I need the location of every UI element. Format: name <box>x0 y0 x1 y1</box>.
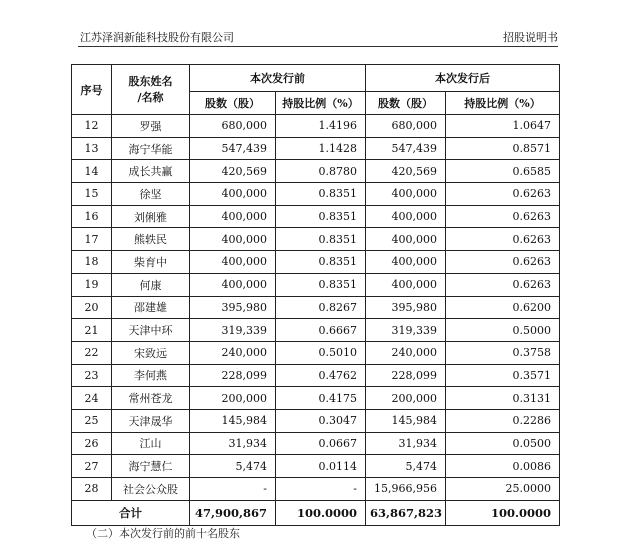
table-row <box>72 137 560 160</box>
cell-name: 李何燕 <box>112 364 190 387</box>
document-type: 招股说明书 <box>503 31 558 44</box>
cell-seq: 14 <box>72 160 112 183</box>
cell-before-ratio: 0.8351 <box>276 228 366 251</box>
cell-after-shares: 400,000 <box>366 183 446 206</box>
cell-before-shares: 145,984 <box>190 409 276 432</box>
cell-before-shares: 395,980 <box>190 296 276 319</box>
cell-after-ratio: 0.6263 <box>446 228 560 251</box>
cell-after-ratio: 0.6263 <box>446 205 560 228</box>
total-after-shares: 63,867,823 <box>366 500 446 525</box>
cell-after-shares: 228,099 <box>366 364 446 387</box>
cell-before-shares: 31,934 <box>190 432 276 455</box>
cell-name: 海宁慧仁 <box>112 455 190 478</box>
cell-seq: 23 <box>72 364 112 387</box>
cell-after-shares: 680,000 <box>366 115 446 138</box>
cell-before-ratio: 0.0667 <box>276 432 366 455</box>
shareholder-table <box>71 64 560 526</box>
cell-after-ratio: 0.6263 <box>446 183 560 206</box>
header-after-ratio: 持股比例（%） <box>446 92 560 115</box>
header-before-ratio: 持股比例（%） <box>276 92 366 115</box>
cell-seq: 26 <box>72 432 112 455</box>
cell-before-ratio: 0.5010 <box>276 341 366 364</box>
cell-after-shares: 5,474 <box>366 455 446 478</box>
header-after-shares: 股数（股） <box>366 92 446 115</box>
cell-after-shares: 319,339 <box>366 319 446 342</box>
cell-seq: 28 <box>72 478 112 501</box>
table-row <box>72 341 560 364</box>
cell-seq: 20 <box>72 296 112 319</box>
cell-before-shares: - <box>190 478 276 501</box>
cell-name: 江山 <box>112 432 190 455</box>
cell-before-shares: 400,000 <box>190 251 276 274</box>
cell-before-ratio: 0.8780 <box>276 160 366 183</box>
cell-after-ratio: 0.0500 <box>446 432 560 455</box>
cell-after-shares: 395,980 <box>366 296 446 319</box>
next-section-heading: （二）本次发行前的前十名股东 <box>86 527 240 540</box>
cell-before-shares: 319,339 <box>190 319 276 342</box>
cell-before-ratio: 0.4762 <box>276 364 366 387</box>
cell-name: 柴育中 <box>112 251 190 274</box>
page-header <box>80 31 558 45</box>
cell-before-shares: 400,000 <box>190 205 276 228</box>
table-body <box>72 115 560 501</box>
cell-before-ratio: 0.0114 <box>276 455 366 478</box>
cell-after-shares: 240,000 <box>366 341 446 364</box>
cell-after-shares: 400,000 <box>366 205 446 228</box>
cell-name: 天津晟华 <box>112 409 190 432</box>
header-after-issue: 本次发行后 <box>366 65 560 92</box>
cell-before-shares: 400,000 <box>190 273 276 296</box>
header-shareholder-name <box>112 65 190 115</box>
cell-seq: 24 <box>72 387 112 410</box>
cell-after-ratio: 0.3758 <box>446 341 560 364</box>
cell-after-shares: 547,439 <box>366 137 446 160</box>
cell-after-ratio: 0.6263 <box>446 273 560 296</box>
cell-seq: 22 <box>72 341 112 364</box>
header-name-line1: 股东姓名 <box>128 74 173 88</box>
cell-before-shares: 400,000 <box>190 228 276 251</box>
cell-name: 何康 <box>112 273 190 296</box>
header-row-1 <box>72 65 560 92</box>
cell-before-ratio: 1.4196 <box>276 115 366 138</box>
cell-after-ratio: 0.6585 <box>446 160 560 183</box>
cell-name: 徐坚 <box>112 183 190 206</box>
cell-name: 宋致远 <box>112 341 190 364</box>
cell-after-ratio: 25.0000 <box>446 478 560 501</box>
cell-after-ratio: 0.5000 <box>446 319 560 342</box>
cell-after-shares: 400,000 <box>366 228 446 251</box>
cell-seq: 13 <box>72 137 112 160</box>
cell-before-ratio: 0.8267 <box>276 296 366 319</box>
cell-name: 刘俐雅 <box>112 205 190 228</box>
cell-seq: 18 <box>72 251 112 274</box>
header-name-line2: /名称 <box>137 90 164 104</box>
total-before-shares: 47,900,867 <box>190 500 276 525</box>
cell-seq: 27 <box>72 455 112 478</box>
cell-name: 天津中环 <box>112 319 190 342</box>
cell-name: 社会公众股 <box>112 478 190 501</box>
cell-before-shares: 240,000 <box>190 341 276 364</box>
cell-after-shares: 400,000 <box>366 251 446 274</box>
cell-after-shares: 420,569 <box>366 160 446 183</box>
cell-seq: 25 <box>72 409 112 432</box>
cell-before-shares: 400,000 <box>190 183 276 206</box>
table-row <box>72 364 560 387</box>
cell-after-shares: 200,000 <box>366 387 446 410</box>
cell-name: 熊轶民 <box>112 228 190 251</box>
cell-after-shares: 15,966,956 <box>366 478 446 501</box>
table-row <box>72 319 560 342</box>
table-row <box>72 183 560 206</box>
total-label: 合计 <box>72 500 190 525</box>
total-before-ratio: 100.0000 <box>276 500 366 525</box>
cell-name: 海宁华能 <box>112 137 190 160</box>
header-before-issue: 本次发行前 <box>190 65 366 92</box>
cell-after-ratio: 0.3131 <box>446 387 560 410</box>
cell-before-shares: 200,000 <box>190 387 276 410</box>
header-seq: 序号 <box>72 65 112 115</box>
cell-before-ratio: 0.8351 <box>276 205 366 228</box>
cell-before-ratio: 0.3047 <box>276 409 366 432</box>
table-row <box>72 273 560 296</box>
company-name: 江苏泽润新能科技股份有限公司 <box>80 31 234 44</box>
cell-after-shares: 145,984 <box>366 409 446 432</box>
cell-after-ratio: 0.0086 <box>446 455 560 478</box>
cell-after-ratio: 1.0647 <box>446 115 560 138</box>
cell-before-shares: 680,000 <box>190 115 276 138</box>
cell-after-ratio: 0.2286 <box>446 409 560 432</box>
cell-after-shares: 400,000 <box>366 273 446 296</box>
cell-before-ratio: 0.8351 <box>276 251 366 274</box>
table-row <box>72 455 560 478</box>
table-row <box>72 296 560 319</box>
cell-before-ratio: 1.1428 <box>276 137 366 160</box>
cell-name: 邵建雄 <box>112 296 190 319</box>
cell-seq: 17 <box>72 228 112 251</box>
table-row <box>72 409 560 432</box>
cell-before-shares: 228,099 <box>190 364 276 387</box>
cell-before-shares: 547,439 <box>190 137 276 160</box>
cell-before-ratio: - <box>276 478 366 501</box>
cell-after-ratio: 0.6263 <box>446 251 560 274</box>
cell-name: 罗强 <box>112 115 190 138</box>
table-row <box>72 205 560 228</box>
cell-after-ratio: 0.3571 <box>446 364 560 387</box>
cell-before-ratio: 0.4175 <box>276 387 366 410</box>
total-after-ratio: 100.0000 <box>446 500 560 525</box>
cell-before-shares: 5,474 <box>190 455 276 478</box>
table-row <box>72 251 560 274</box>
header-rule <box>78 46 558 47</box>
cell-seq: 12 <box>72 115 112 138</box>
cell-seq: 19 <box>72 273 112 296</box>
total-row <box>72 500 560 525</box>
header-before-shares: 股数（股） <box>190 92 276 115</box>
cell-before-ratio: 0.8351 <box>276 273 366 296</box>
cell-after-shares: 31,934 <box>366 432 446 455</box>
table-row <box>72 228 560 251</box>
cell-before-ratio: 0.6667 <box>276 319 366 342</box>
cell-after-ratio: 0.6200 <box>446 296 560 319</box>
cell-before-shares: 420,569 <box>190 160 276 183</box>
table-row <box>72 478 560 501</box>
cell-seq: 16 <box>72 205 112 228</box>
table-row <box>72 432 560 455</box>
cell-name: 常州苍龙 <box>112 387 190 410</box>
table-row <box>72 160 560 183</box>
table-row <box>72 387 560 410</box>
cell-seq: 21 <box>72 319 112 342</box>
table-row <box>72 115 560 138</box>
cell-name: 成长共赢 <box>112 160 190 183</box>
cell-after-ratio: 0.8571 <box>446 137 560 160</box>
cell-before-ratio: 0.8351 <box>276 183 366 206</box>
cell-seq: 15 <box>72 183 112 206</box>
